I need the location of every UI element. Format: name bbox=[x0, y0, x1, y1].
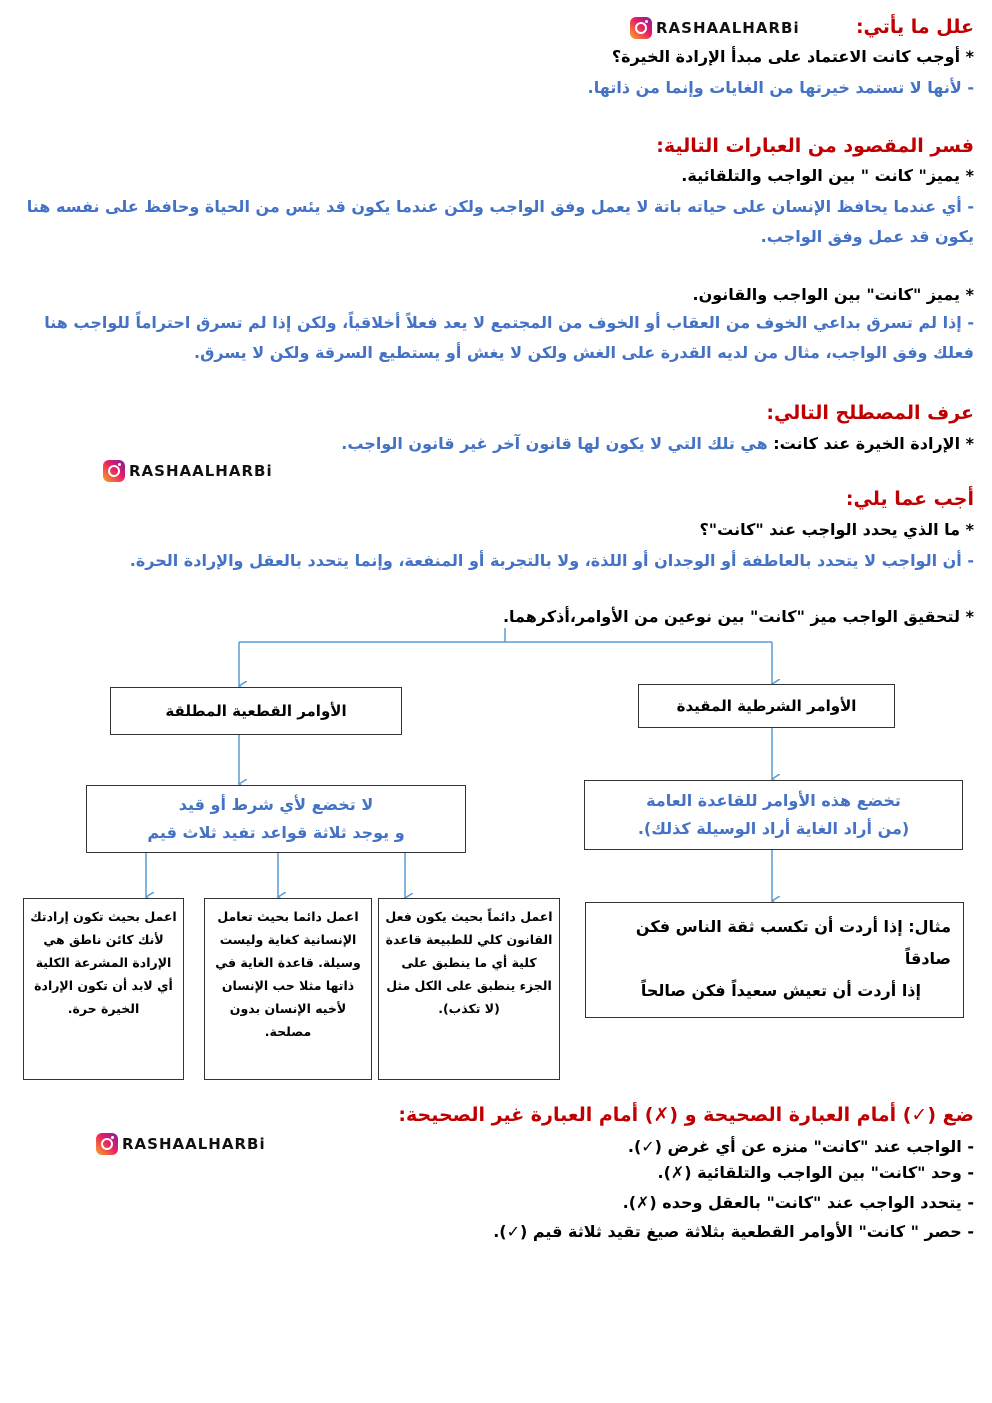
statement-item: - وحد "كانت" بين الواجب والتلقائية (✗). bbox=[657, 1163, 974, 1182]
section-heading-define: عرف المصطلح التالي: bbox=[766, 402, 974, 424]
section-heading-true-false: ضع (✓) أمام العبارة الصحيحة و (✗) أمام العبارة غير الصحيحة: bbox=[398, 1104, 974, 1126]
term: * الإرادة الخيرة عند كانت: bbox=[773, 434, 974, 453]
definition: هي تلك التي لا يكون لها قانون آخر غير قانون الواجب. bbox=[341, 434, 768, 453]
section-heading-explain: علل ما يأتي: bbox=[855, 16, 974, 38]
statement-item: - يتحدد الواجب عند "كانت" بالعقل وحده (✗). bbox=[622, 1193, 974, 1212]
statement-item: - الواجب عند "كانت" منزه عن أي غرض (✓). bbox=[627, 1137, 974, 1156]
conditional-rule-box: تخضع هذه الأوامر للقاعدة العامة (من أراد الغاية أراد الوسيلة كذلك). bbox=[584, 780, 963, 850]
answer: - إذا لم تسرق بداعي الخوف من العقاب أو الخوف من المجتمع لا يعد فعلاً أخلاقياً، ولكن إذا لم تسرق احتراماً للواجب هنا فعلك وفق الواجب، مثال من لديه القدرة على الغش ولكن لا يغش أو يستطيع السرقة ولكن لا يسرق. bbox=[44, 313, 974, 362]
categorical-commands-box: الأوامر القطعية المطلقة bbox=[110, 687, 402, 735]
section-heading-answer: أجب عما يلي: bbox=[845, 488, 974, 510]
answer: - أن الواجب لا يتحدد بالعاطفة أو الوجدان أو اللذة، ولا بالتجربة أو المنفعة، وإنما يتحدد بالعقل والإرادة الحرة. bbox=[129, 551, 974, 570]
answer: - لأنها لا تستمد خيرتها من الغايات وإنما من ذاتها. bbox=[587, 78, 974, 97]
rule-box-3: اعمل بحيث تكون إرادتك لأنك كائن ناطق هي الإرادة المشرعة الكلية أي لابد أن تكون الإرادة الخيرة حرة. bbox=[23, 898, 184, 1080]
categorical-rule-box: لا تخضع لأي شرط أو قيد و يوجد ثلاثة قواعد تفيد ثلاث قيم bbox=[86, 785, 466, 853]
statement-item: - حصر " كانت" الأوامر القطعية بثلاثة صيغ تقيد ثلاثة قيم (✓). bbox=[493, 1222, 974, 1241]
answer: - أي عندما يحافظ الإنسان على حياته باتة لا يعمل وفق الواجب ولكن عندما يكون قد يئس من الحياة وحافظ على نفسه هنا يكون قد عمل وفق الواجب. bbox=[26, 197, 974, 246]
question: * ما الذي يحدد الواجب عند "كانت"؟ bbox=[699, 520, 974, 539]
section-heading-interpret: فسر المقصود من العبارات التالية: bbox=[656, 135, 974, 157]
question: * يميز" كانت " بين الواجب والتلقائية. bbox=[681, 166, 974, 185]
rule-box-2: اعمل دائما بحيث تعامل الإنسانية كغاية وليست وسيلة. قاعدة الغاية في ذاتها مثلا حب الإنسان لأخيه الإنسان بدون مصلحة. bbox=[204, 898, 372, 1080]
question: * يميز "كانت" بين الواجب والقانون. bbox=[692, 285, 974, 304]
conditional-commands-box: الأوامر الشرطية المقيدة bbox=[638, 684, 895, 728]
question: * أوجب كانت الاعتماد على مبدأ الإرادة الخيرة؟ bbox=[611, 47, 974, 66]
conditional-example-box: مثال: إذا أردت أن تكسب ثقة الناس فكن صادقاً إذا أردت أن تعيش سعيداً فكن صالحاً bbox=[585, 902, 964, 1018]
watermark-bottom: RASHAALHARBi bbox=[96, 1133, 266, 1155]
rule-box-1: اعمل دائماً بحيث يكون فعل القانون كلي للطبيعة قاعدة كلية أي ما ينطبق على الجزء ينطبق على الكل مثل (لا تكذب). bbox=[378, 898, 560, 1080]
watermark-middle: RASHAALHARBi bbox=[103, 460, 273, 482]
diagram-intro: * لتحقيق الواجب ميز "كانت" بين نوعين من الأوامر،أذكرهما. bbox=[502, 607, 974, 626]
watermark-top: RASHAALHARBi bbox=[630, 17, 800, 39]
